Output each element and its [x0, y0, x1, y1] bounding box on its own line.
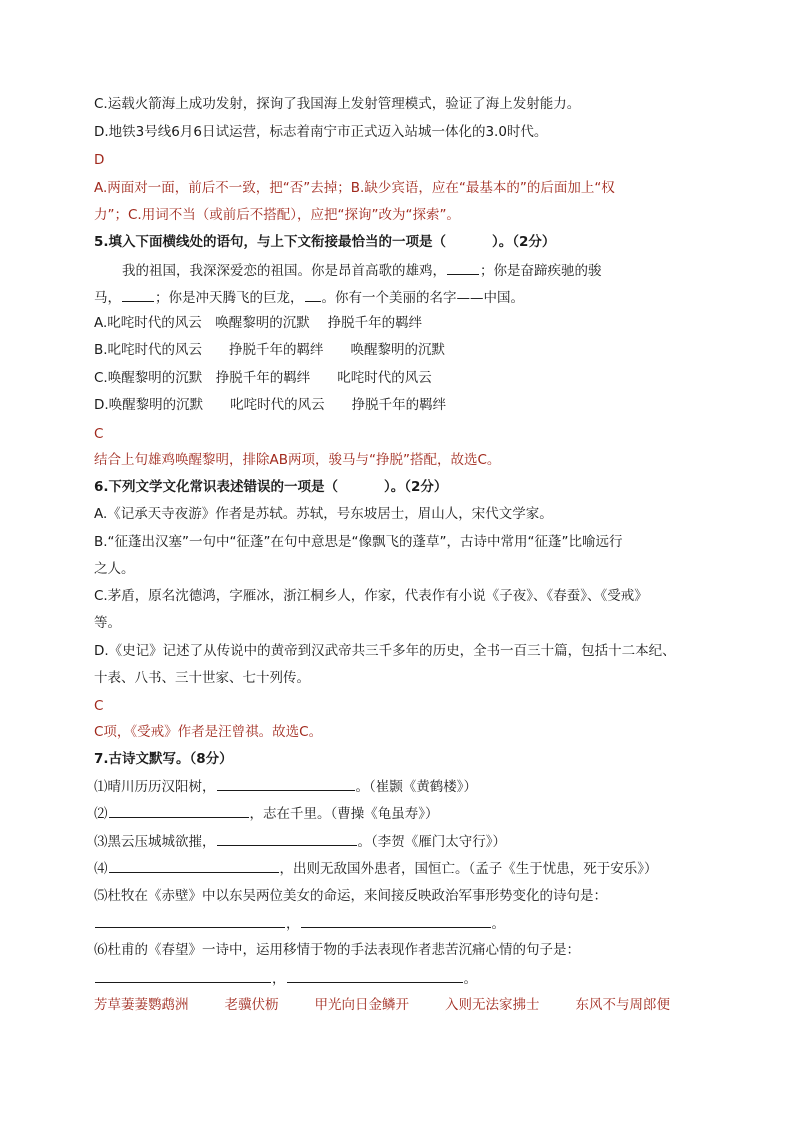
q5-stem-score: ）。（2分）	[492, 234, 556, 250]
q4-option-c: C.运载火箭海上成功发射，探询了我国海上发射管理模式，验证了海上发射能力。	[94, 96, 581, 112]
q5-option-d: D.唤醒黎明的沉默 叱咤时代的风云 挣脱千年的羁绊	[94, 397, 447, 413]
q5-passage-2	[94, 287, 524, 308]
q5-blank-1	[447, 260, 479, 275]
q7-item-5-blanks	[94, 913, 505, 934]
q7-item-2b: ，志在千里。（曹操《龟虽寿》）	[249, 806, 439, 822]
q6-stem	[94, 477, 447, 497]
q6-stem-text: 6.下列文学文化常识表述错误的一项是（	[94, 479, 339, 495]
q7-item-5-end: 。	[491, 916, 505, 932]
q5-passage-2a: 马，	[94, 290, 121, 306]
q5-passage-2b: ；你是冲天腾飞的巨龙，	[155, 290, 304, 306]
q5-explanation: 结合上句雄鸡唤醒黎明，排除AB两项，骏马与“挣脱”搭配，故选C。	[94, 452, 501, 468]
q7-item-1	[94, 776, 477, 797]
q5-passage-1	[122, 260, 602, 281]
q4-explanation-1: A.两面对一面，前后不一致，把“否”去掉；B.缺少宾语，应在“最基本的”的后面加上“权	[94, 180, 615, 196]
q5-blank-3	[305, 287, 321, 302]
q4-explanation-2: 力”；C.用词不当（或前后不搭配），应把“探询”改为“探索”。	[94, 207, 460, 223]
q7-item-2a: ⑵	[94, 806, 108, 822]
q5-option-a: A.叱咤时代的风云 唤醒黎明的沉默 挣脱千年的羁绊	[94, 315, 423, 331]
q5-blank-2	[122, 287, 154, 302]
q7-item-5-comma: ，	[286, 916, 300, 932]
q7-item-1b: 。（崔颢《黄鹤楼》）	[355, 779, 477, 795]
q5-stem-text: 5.填入下面横线处的语句，与上下文衔接最恰当的一项是（	[94, 234, 447, 250]
q7-blank-2	[109, 803, 249, 818]
q7-item-4	[94, 858, 658, 879]
q6-stem-score: ）。（2分）	[384, 479, 448, 495]
q7-item-6-comma: ，	[272, 971, 286, 987]
q6-option-c-1: C.茅盾，原名沈德鸿，字雁冰，浙江桐乡人，作家，代表作有小说《子夜》、《春蚕》、《受戒》	[94, 588, 648, 604]
q7-answer-1: 芳草萋萋鹦鹉洲	[94, 997, 189, 1013]
q7-answer-3: 甲光向日金鳞开	[314, 997, 409, 1013]
q7-blank-6a	[95, 968, 271, 983]
q7-blank-4	[109, 858, 279, 873]
q6-option-c-2: 等。	[94, 615, 121, 631]
q4-answer: D	[94, 152, 105, 168]
q5-passage-2c: 。你有一个美丽的名字——中国。	[321, 290, 524, 306]
q7-stem: 7.古诗文默写。（8分）	[94, 751, 233, 767]
q7-item-6-end: 。	[463, 971, 477, 987]
q7-item-3a: ⑶黑云压城城欲摧，	[94, 834, 216, 850]
q6-option-d-2: 十表、八书、三十世家、七十列传。	[94, 670, 310, 686]
q7-blank-1	[217, 776, 355, 791]
q6-answer: C	[94, 698, 104, 714]
q5-stem	[94, 232, 555, 252]
q7-item-2	[94, 803, 439, 824]
q6-option-b-1: B.“征蓬出汉塞”一句中“征蓬”在句中意思是“像飘飞的蓬草”，古诗中常用“征蓬”比喻远行	[94, 534, 623, 550]
q7-item-1a: ⑴晴川历历汉阳树，	[94, 779, 216, 795]
q6-option-d-1: D.《史记》记述了从传说中的黄帝到汉武帝共三千多年的历史，全书一百三十篇，包括十二本纪、	[94, 643, 676, 659]
q5-option-c: C.唤醒黎明的沉默 挣脱千年的羁绊 叱咤时代的风云	[94, 370, 432, 386]
q7-item-5: ⑸杜牧在《赤壁》中以东吴两位美女的命运，来间接反映政治军事形势变化的诗句是：	[94, 888, 607, 904]
q5-option-b: B.叱咤时代的风云 挣脱千年的羁绊 唤醒黎明的沉默	[94, 342, 446, 358]
q6-option-b-2: 之人。	[94, 561, 135, 577]
q7-item-3	[94, 831, 506, 852]
q7-blank-3	[217, 831, 357, 846]
q7-answers	[94, 995, 706, 1015]
q7-answer-4: 入则无法家拂士	[445, 997, 540, 1013]
q7-blank-5a	[95, 913, 285, 928]
q7-blank-6b	[287, 968, 463, 983]
q7-item-6-blanks	[94, 968, 477, 989]
q6-explanation: C项，《受戒》作者是汪曾祺。故选C。	[94, 724, 323, 740]
q5-passage-1a: 我的祖国，我深深爱恋的祖国。你是昂首高歌的雄鸡，	[122, 263, 446, 279]
q5-answer: C	[94, 426, 104, 442]
q7-answer-5: 东风不与周郎便	[575, 997, 670, 1013]
q7-item-4a: ⑷	[94, 861, 108, 877]
q6-option-a: A.《记承天寺夜游》作者是苏轼。苏轼，号东坡居士，眉山人，宋代文学家。	[94, 506, 553, 522]
q7-item-3b: 。（李贺《雁门太守行》）	[357, 834, 506, 850]
q7-item-4b: ，出则无敌国外患者，国恒亡。（孟子《生于忧患，死于安乐》）	[279, 861, 658, 877]
q4-option-d: D.地铁3号线6月6日试运营，标志着南宁市正式迈入站城一体化的3.0时代。	[94, 124, 548, 140]
q7-answer-2: 老骥伏枥	[224, 997, 279, 1013]
q7-blank-5b	[301, 913, 491, 928]
q5-passage-1b: ；你是奋蹄疾驰的骏	[480, 263, 602, 279]
q7-item-6: ⑹杜甫的《春望》一诗中，运用移情于物的手法表现作者悲苦沉痛心情的句子是：	[94, 942, 580, 958]
